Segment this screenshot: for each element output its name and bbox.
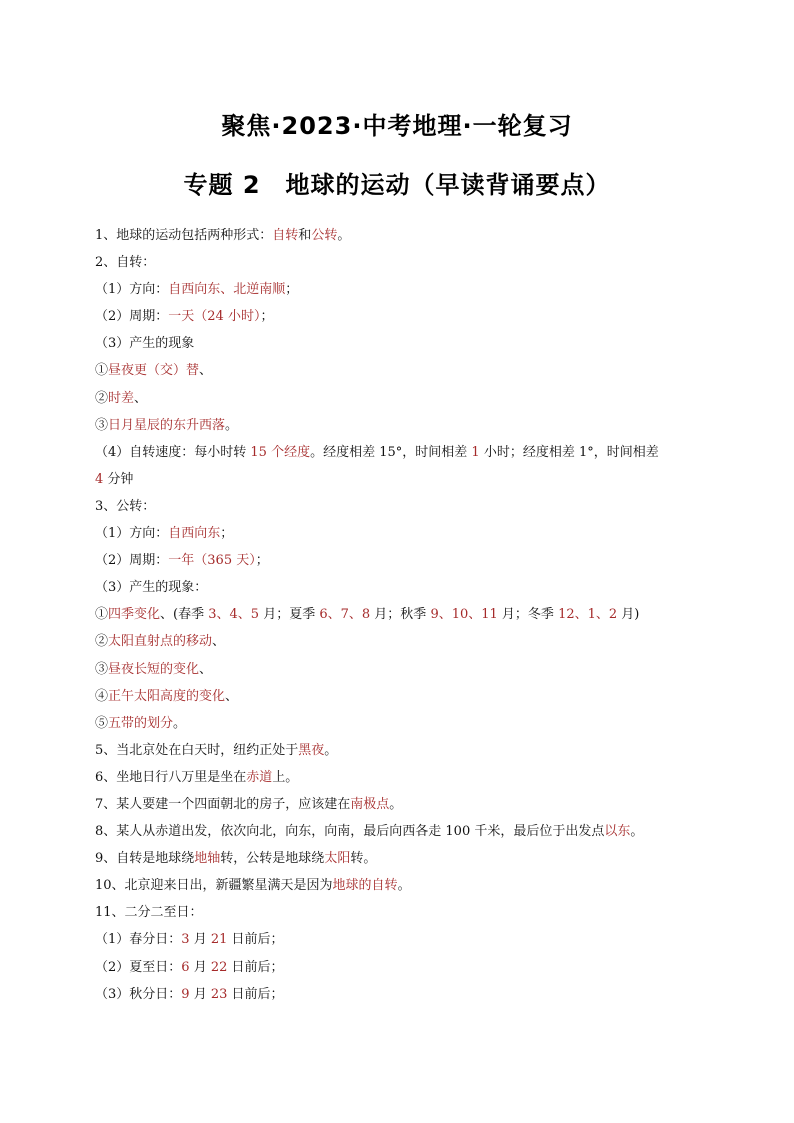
note-text: （1）方向：	[95, 282, 169, 298]
note-line	[95, 276, 710, 303]
key-point-text: 12、1、2	[558, 607, 618, 623]
note-line	[95, 222, 710, 249]
note-text: （2）周期：	[95, 553, 169, 569]
note-text: 9、自转是地球绕	[95, 851, 195, 867]
key-point-text: 9	[181, 986, 190, 1002]
key-point-text: 地轴	[194, 851, 221, 867]
key-point-text: 赤道	[246, 769, 273, 785]
note-text: 小时；经度相差 1°，时间相差	[479, 444, 659, 460]
note-line	[95, 439, 710, 466]
note-text: 5、当北京处在白天时，纽约正处于	[95, 742, 299, 758]
series-title: 聚焦·2023·中考地理·一轮复习	[221, 112, 573, 140]
note-text: 月；秋季	[370, 607, 431, 623]
note-text: 月	[189, 959, 211, 975]
note-text: 10、北京迎来日出，新疆繁星满天是因为	[95, 878, 333, 894]
note-text: 。	[630, 824, 644, 840]
note-text: 8、某人从赤道出发，依次向北，向东，向南，最后向西各走 100 千米，最后位于出发点	[95, 824, 605, 840]
key-point-text: 昼夜更（交）替	[108, 363, 200, 379]
key-point-text: 自转	[272, 228, 299, 243]
note-text: ；	[285, 282, 299, 298]
note-text: 、(春季	[160, 607, 209, 623]
note-text: （3）秋分日：	[95, 986, 182, 1002]
note-text: （2）周期：	[95, 309, 169, 325]
key-point-text: 四季变化	[108, 607, 161, 623]
note-line	[95, 466, 710, 493]
note-text: 。	[225, 417, 239, 433]
note-text: 11、二分二至日：	[95, 905, 203, 921]
note-line	[95, 628, 710, 655]
note-text: （1）春分日：	[95, 932, 182, 948]
note-line	[95, 683, 710, 710]
note-line	[95, 357, 710, 384]
note-text: （1）方向：	[95, 526, 169, 542]
note-text: ；	[255, 553, 269, 569]
note-text: ④	[95, 688, 109, 704]
key-point-text: 22	[210, 959, 228, 975]
key-point-text: 日月星辰的东升西落	[108, 417, 226, 433]
note-text: 、	[225, 688, 239, 704]
note-text: ③	[95, 417, 109, 433]
note-line	[95, 656, 710, 683]
note-text: 日前后；	[227, 959, 284, 975]
key-point-text: 4	[95, 471, 104, 487]
note-text: （2）夏至日：	[95, 959, 182, 975]
key-point-text: 3、4、5	[208, 607, 260, 623]
note-line	[95, 574, 710, 601]
note-line	[95, 249, 710, 276]
note-text: （4）自转速度：每小时转	[95, 444, 251, 460]
note-text: 1、地球的运动包括两种形式：	[95, 228, 273, 243]
notes-body	[95, 222, 710, 1008]
key-point-text: 自西向东	[168, 526, 221, 542]
note-text: 、	[199, 363, 213, 379]
note-text: ②	[95, 390, 109, 406]
key-point-text: 地球的自转	[332, 878, 398, 894]
topic-title: 专题 2 地球的运动（早读背诵要点）	[183, 171, 611, 199]
note-text: 月	[189, 986, 211, 1002]
key-point-text: 昼夜长短的变化	[108, 661, 200, 677]
note-text: 月；夏季	[259, 607, 320, 623]
note-text: 上。	[272, 769, 299, 785]
note-line	[95, 710, 710, 737]
key-point-text: 五带的划分	[108, 715, 174, 731]
key-point-text: 以东	[604, 824, 631, 840]
note-text: ③	[95, 661, 109, 677]
key-point-text: 太阳	[324, 851, 351, 867]
key-point-text: 15 个经度	[250, 444, 311, 460]
note-line	[95, 412, 710, 439]
note-line	[95, 899, 710, 926]
note-text: 月	[189, 932, 211, 948]
note-text: 7、某人要建一个四面朝北的房子，应该建在	[95, 796, 351, 812]
note-text: ；	[260, 309, 274, 325]
note-text: 转，公转是地球绕	[220, 851, 325, 867]
note-text: 、	[199, 661, 213, 677]
key-point-text: 自西向东、北逆南顺	[168, 282, 286, 298]
key-point-text: 黑夜	[298, 742, 325, 758]
key-point-text: 1	[471, 444, 480, 460]
note-text: ⑤	[95, 715, 109, 731]
note-text: 日前后；	[227, 932, 284, 948]
note-text: ①	[95, 363, 109, 379]
note-text: 月)	[617, 607, 640, 623]
note-text: 、	[212, 634, 226, 650]
note-line	[95, 330, 710, 357]
note-text: ①	[95, 607, 109, 623]
note-line	[95, 493, 710, 520]
key-point-text: 太阳直射点的移动	[108, 634, 213, 650]
note-line	[95, 764, 710, 791]
note-text: 。	[324, 742, 338, 758]
note-line	[95, 791, 710, 818]
note-text: 和	[298, 228, 312, 243]
note-line	[95, 954, 710, 981]
note-line	[95, 547, 710, 574]
key-point-text: 21	[210, 932, 228, 948]
note-line	[95, 872, 710, 899]
note-line	[95, 981, 710, 1008]
note-text: 2、自转：	[95, 255, 156, 271]
note-text: 转。	[350, 851, 377, 867]
note-text: 。经度相差 15°，时间相差	[310, 444, 472, 460]
key-point-text: 9、10、11	[430, 607, 498, 623]
note-text: （3）产生的现象	[95, 336, 195, 352]
note-line	[95, 303, 710, 330]
note-text: 。	[397, 878, 411, 894]
note-text: ；	[220, 526, 234, 542]
note-line	[95, 818, 710, 845]
note-text: （3）产生的现象：	[95, 580, 208, 596]
note-text: 分钟	[103, 471, 134, 487]
key-point-text: 南极点	[350, 796, 390, 812]
key-point-text: 3	[181, 932, 190, 948]
note-text: 日前后；	[227, 986, 284, 1002]
note-text: 。	[389, 796, 403, 812]
note-line	[95, 520, 710, 547]
note-line	[95, 737, 710, 764]
note-line	[95, 385, 710, 412]
note-text: 。	[173, 715, 187, 731]
note-text: 6、坐地日行八万里是坐在	[95, 769, 247, 785]
note-text: 3、公转：	[95, 498, 156, 514]
key-point-text: 一年（365 天）	[168, 553, 256, 569]
key-point-text: 正午太阳高度的变化	[108, 688, 226, 704]
note-line	[95, 845, 710, 872]
note-line	[95, 926, 710, 953]
note-text: 、	[134, 390, 148, 406]
key-point-text: 一天（24 小时）	[168, 309, 261, 325]
note-line	[95, 601, 710, 628]
note-text: 。	[337, 228, 351, 243]
key-point-text: 6、7、8	[319, 607, 371, 623]
key-point-text: 6	[181, 959, 190, 975]
key-point-text: 时差	[108, 390, 135, 406]
key-point-text: 23	[210, 986, 228, 1002]
note-text: 月；冬季	[497, 607, 559, 623]
key-point-text: 公转	[311, 228, 338, 243]
note-text: ②	[95, 634, 109, 650]
